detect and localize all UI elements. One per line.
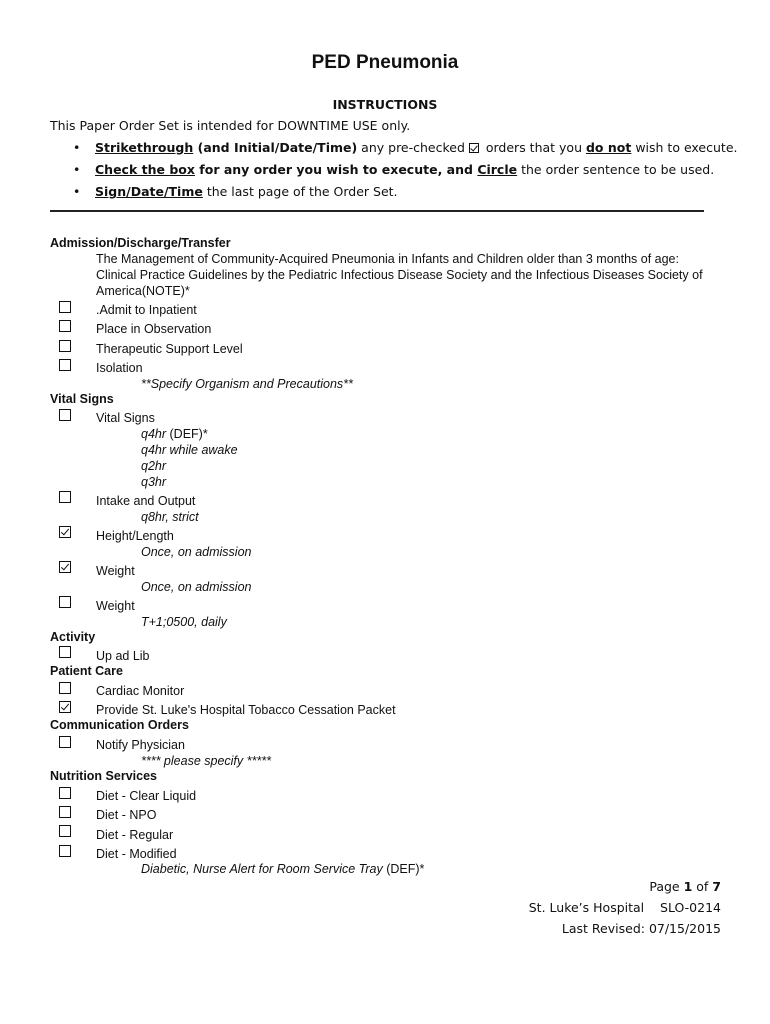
checkbox-tobacco-cessation[interactable] [59, 701, 71, 713]
order-set-page: PED Pneumonia INSTRUCTIONS This Paper Order Set is intended for DOWNTIME USE only. • Strikethrough (and Initial/Date/Time) any pre-checked orders that you do not wish to execute. • Check the box for any order you wish to execute, and Circle the order sentence to be used. • Sign/Date/Time the last page of the Order Set. Admission/Discharge/Transfer The Management of Community-Acquired Pneumonia in Infants and Children older than 3 months of age: Clinical Practice Guidelines by the Pediatric Infectious Disease Society and the Infectious Diseases Society of America(NOTE)* .Admit to Inpatient Place in Observation Therapeutic Support Level Isolation **Specify Organism and Precautions** Vital Signs Vital Signs q4hr (DEF)* q4hr while awake q2hr q3hr Intake and Output q8hr, strict Height/Length Once, on admission Weight Once, on admission Weight T+1;0500, daily Activity Up ad Lib Patient Care Cardiac Monitor Provide St. Luke's Hospital Tobacco Cessation Packet Communication Orders Notify Physician **** please specify ***** Nutrition Services Diet - Clear Liquid Diet - NPO Diet - Regular Diet - Modified Diabetic, Nurse Alert for Room Service Tray (DEF)* Page 1 of 7 St. Luke’s Hospital SLO-0214 Last Revised: 07/15/2015 [0, 0, 770, 1024]
order-label: Diet - Modified [96, 847, 177, 861]
order-label: Place in Observation [96, 322, 212, 336]
last-revised: Last Revised: 07/15/2015 [561, 921, 721, 936]
adt-note: America(NOTE)* [96, 284, 190, 298]
order-label: .Admit to Inpatient [96, 303, 197, 317]
checkbox-observation[interactable] [59, 320, 71, 332]
order-sentence[interactable]: T+1;0500, daily [141, 615, 227, 629]
order-sentence[interactable]: q4hr while awake [141, 443, 238, 457]
checkbox-therapeutic-support[interactable] [59, 340, 71, 352]
order-label: Vital Signs [96, 411, 155, 425]
order-sentence[interactable]: q8hr, strict [141, 510, 199, 524]
section-heading-adt: Admission/Discharge/Transfer [50, 236, 231, 250]
order-label: Diet - Regular [96, 828, 174, 842]
order-sentence[interactable]: q4hr (DEF)* [141, 427, 208, 441]
page-number: Page 1 of 7 [649, 879, 721, 894]
order-label: Diet - NPO [96, 808, 157, 822]
order-label: Isolation [96, 361, 143, 375]
section-heading-activity: Activity [50, 630, 96, 644]
page-title: PED Pneumonia [311, 52, 459, 73]
order-label: Notify Physician [96, 738, 185, 752]
order-label: Weight [96, 564, 135, 578]
checkbox-weight-admission[interactable] [59, 561, 71, 573]
order-label: Height/Length [96, 529, 174, 543]
checked-box-icon [469, 143, 479, 153]
order-label: Up ad Lib [96, 649, 150, 663]
section-heading-vitals: Vital Signs [50, 392, 114, 406]
order-label: Diet - Clear Liquid [96, 789, 197, 803]
order-label: Therapeutic Support Level [96, 342, 243, 356]
checkbox-diet-clear-liquid[interactable] [59, 787, 71, 799]
checkbox-diet-modified[interactable] [59, 845, 71, 857]
bullet-icon: • [73, 184, 81, 199]
order-sentence[interactable]: Once, on admission [141, 545, 252, 559]
order-sentence[interactable]: q2hr [141, 459, 167, 473]
order-label: Intake and Output [96, 494, 196, 508]
order-sentence[interactable]: q3hr [141, 475, 167, 489]
checkbox-notify-physician[interactable] [59, 736, 71, 748]
checkbox-isolation[interactable] [59, 359, 71, 371]
hospital-code: St. Luke’s Hospital SLO-0214 [528, 900, 721, 915]
checkbox-weight-daily[interactable] [59, 596, 71, 608]
section-heading-patient-care: Patient Care [50, 664, 123, 678]
checkbox-vital-signs[interactable] [59, 409, 71, 421]
bullet-icon: • [73, 162, 81, 177]
checkbox-up-ad-lib[interactable] [59, 646, 71, 658]
checkbox-intake-output[interactable] [59, 491, 71, 503]
order-sentence[interactable]: Once, on admission [141, 580, 252, 594]
section-heading-nutrition: Nutrition Services [50, 769, 157, 783]
order-sentence[interactable]: **** please specify ***** [141, 754, 271, 768]
section-heading-communication: Communication Orders [50, 718, 189, 732]
instructions-heading: INSTRUCTIONS [332, 97, 438, 112]
instructions-intro: This Paper Order Set is intended for DOWNTIME USE only. [50, 118, 411, 133]
order-sentence[interactable]: **Specify Organism and Precautions** [141, 377, 353, 391]
checkbox-admit-inpatient[interactable] [59, 301, 71, 313]
divider [50, 210, 704, 212]
order-label: Provide St. Luke's Hospital Tobacco Cessation Packet [96, 703, 396, 717]
adt-note: Clinical Practice Guidelines by the Pediatric Infectious Disease Society and the Infectious Diseases Society of [96, 268, 703, 282]
checkbox-diet-npo[interactable] [59, 806, 71, 818]
order-label: Cardiac Monitor [96, 684, 185, 698]
bullet-icon: • [73, 140, 81, 155]
order-sentence[interactable]: Diabetic, Nurse Alert for Room Service Tray (DEF)* [141, 862, 425, 876]
adt-note: The Management of Community-Acquired Pneumonia in Infants and Children older than 3 months of age: [96, 252, 679, 266]
order-label: Weight [96, 599, 135, 613]
checkbox-cardiac-monitor[interactable] [59, 682, 71, 694]
checkbox-diet-regular[interactable] [59, 825, 71, 837]
checkbox-height-length[interactable] [59, 526, 71, 538]
